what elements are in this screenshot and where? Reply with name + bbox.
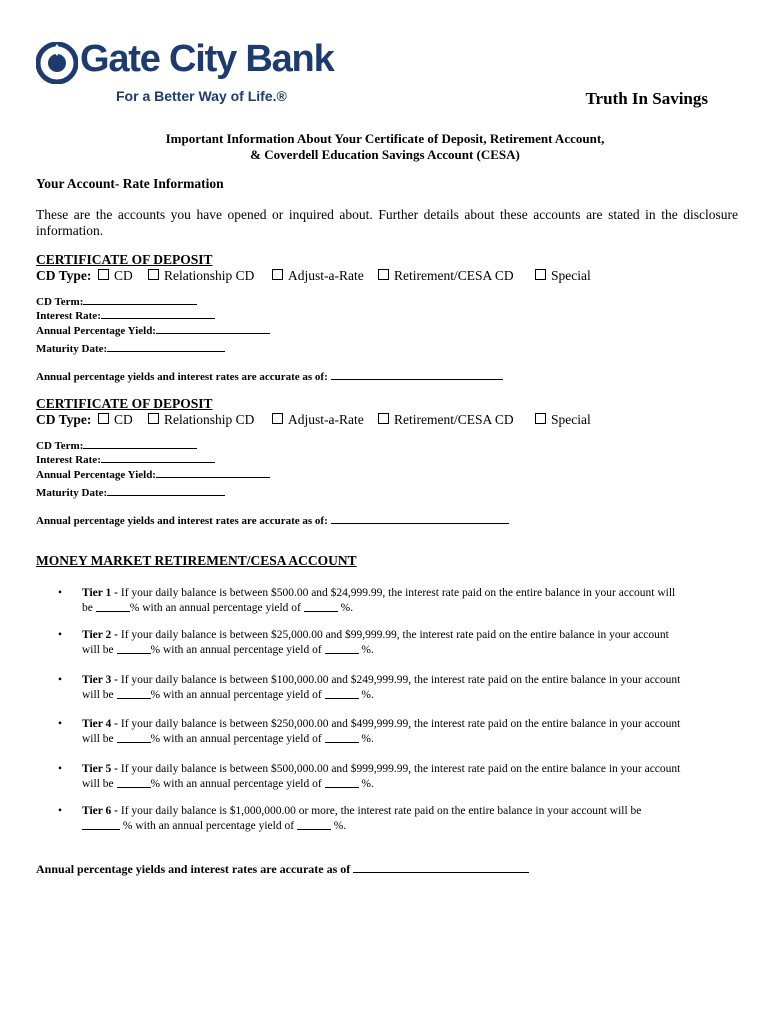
rate-blank[interactable] — [82, 819, 120, 830]
apy-field[interactable]: Annual Percentage Yield: — [36, 324, 270, 337]
bank-logo — [34, 38, 334, 108]
checkbox[interactable] — [98, 413, 109, 424]
cd-option-adjust[interactable]: Adjust-a-Rate — [272, 268, 364, 284]
bullet-icon: • — [58, 587, 63, 599]
bullet-icon: • — [58, 763, 63, 775]
checkbox[interactable] — [148, 269, 159, 280]
checkbox[interactable] — [535, 413, 546, 424]
apy-blank[interactable] — [297, 819, 331, 830]
cd-option-cd[interactable]: CD — [98, 412, 133, 428]
rate-info-heading: Your Account- Rate Information — [36, 176, 224, 191]
tier-item: • Tier 3 - If your daily balance is between $100,000.00 and $249,999.99, the interest rate paid on the entire balance in your account will be % with an annual percentage yield of %. — [58, 674, 681, 701]
maturity-date-field[interactable]: Maturity Date: — [36, 342, 225, 355]
cd-term-field[interactable]: CD Term: — [36, 439, 197, 452]
checkbox[interactable] — [378, 269, 389, 280]
accurate-as-of[interactable]: Annual percentage yields and interest rates are accurate as of: — [36, 514, 509, 527]
cd-option-retirement[interactable]: Retirement/CESA CD — [378, 268, 514, 284]
checkbox[interactable] — [535, 269, 546, 280]
cd-option-relationship[interactable]: Relationship CD — [148, 412, 254, 428]
cd-option-cd[interactable]: CD — [98, 268, 133, 284]
apy-blank[interactable] — [304, 601, 338, 612]
bank-name: Gate City Bank — [80, 38, 334, 80]
bullet-icon: • — [58, 718, 63, 730]
tier-item: • Tier 6 - If your daily balance is $1,000,000.00 or more, the interest rate paid on the entire balance in your account will be % with an annual percentage yield of %. — [58, 805, 642, 832]
cd-type-row — [36, 412, 736, 430]
apy-blank[interactable] — [325, 732, 359, 743]
interest-rate-field[interactable]: Interest Rate: — [36, 309, 215, 322]
intro-line-2: & Coverdell Education Savings Account (CESA) — [250, 147, 520, 162]
apy-blank[interactable] — [325, 777, 359, 788]
cd-type-label: CD Type: — [36, 268, 92, 283]
checkbox[interactable] — [148, 413, 159, 424]
bank-tagline: For a Better Way of Life.® — [116, 88, 287, 104]
checkbox[interactable] — [272, 269, 283, 280]
cd-type-row — [36, 268, 736, 286]
cd-option-adjust[interactable]: Adjust-a-Rate — [272, 412, 364, 428]
cd-option-relationship[interactable]: Relationship CD — [148, 268, 254, 284]
cd-section-title: CERTIFICATE OF DEPOSIT — [36, 396, 213, 411]
document-title: Truth In Savings — [585, 89, 708, 108]
rate-blank[interactable] — [96, 601, 130, 612]
accurate-as-of[interactable]: Annual percentage yields and interest rates are accurate as of: — [36, 370, 503, 383]
cd-option-special[interactable]: Special — [535, 268, 591, 284]
rate-blank[interactable] — [117, 643, 151, 654]
cd-option-retirement[interactable]: Retirement/CESA CD — [378, 412, 514, 428]
intro-line-1: Important Information About Your Certificate of Deposit, Retirement Account, — [165, 131, 605, 146]
interest-rate-field[interactable]: Interest Rate: — [36, 453, 215, 466]
maturity-date-field[interactable]: Maturity Date: — [36, 486, 225, 499]
checkbox[interactable] — [378, 413, 389, 424]
cd-type-label: CD Type: — [36, 412, 92, 427]
tier-item: • Tier 2 - If your daily balance is between $25,000.00 and $99,999.99, the interest rate paid on the entire balance in your account will be % with an annual percentage yield of %. — [58, 629, 669, 656]
money-market-title: MONEY MARKET RETIREMENT/CESA ACCOUNT — [36, 553, 357, 568]
final-accurate-as-of[interactable]: Annual percentage yields and interest rates are accurate as of — [36, 862, 529, 877]
apy-field[interactable]: Annual Percentage Yield: — [36, 468, 270, 481]
apy-blank[interactable] — [325, 688, 359, 699]
checkbox[interactable] — [272, 413, 283, 424]
rate-blank[interactable] — [117, 732, 151, 743]
rate-blank[interactable] — [117, 777, 151, 788]
bullet-icon: • — [58, 629, 63, 641]
cd-option-special[interactable]: Special — [535, 412, 591, 428]
intro-paragraph: These are the accounts you have opened or inquired about. Further details about these accounts are stated in the disclosure information. — [36, 207, 738, 238]
bank-logo-mark-icon — [36, 42, 78, 84]
bullet-icon: • — [58, 674, 63, 686]
checkbox[interactable] — [98, 269, 109, 280]
tier-item: • Tier 5 - If your daily balance is between $500,000.00 and $999,999.99, the interest rate paid on the entire balance in your account will be % with an annual percentage yield of %. — [58, 763, 681, 790]
tier-item: • Tier 4 - If your daily balance is between $250,000.00 and $499,999.99, the interest rate paid on the entire balance in your account will be % with an annual percentage yield of %. — [58, 718, 681, 745]
tier-item: • Tier 1 - If your daily balance is between $500.00 and $24,999.99, the interest rate paid on the entire balance in your account will be % with an annual percentage yield of %. — [58, 587, 676, 614]
apy-blank[interactable] — [325, 643, 359, 654]
rate-blank[interactable] — [117, 688, 151, 699]
cd-section-title: CERTIFICATE OF DEPOSIT — [36, 252, 213, 267]
bullet-icon: • — [58, 805, 63, 817]
cd-term-field[interactable]: CD Term: — [36, 295, 197, 308]
